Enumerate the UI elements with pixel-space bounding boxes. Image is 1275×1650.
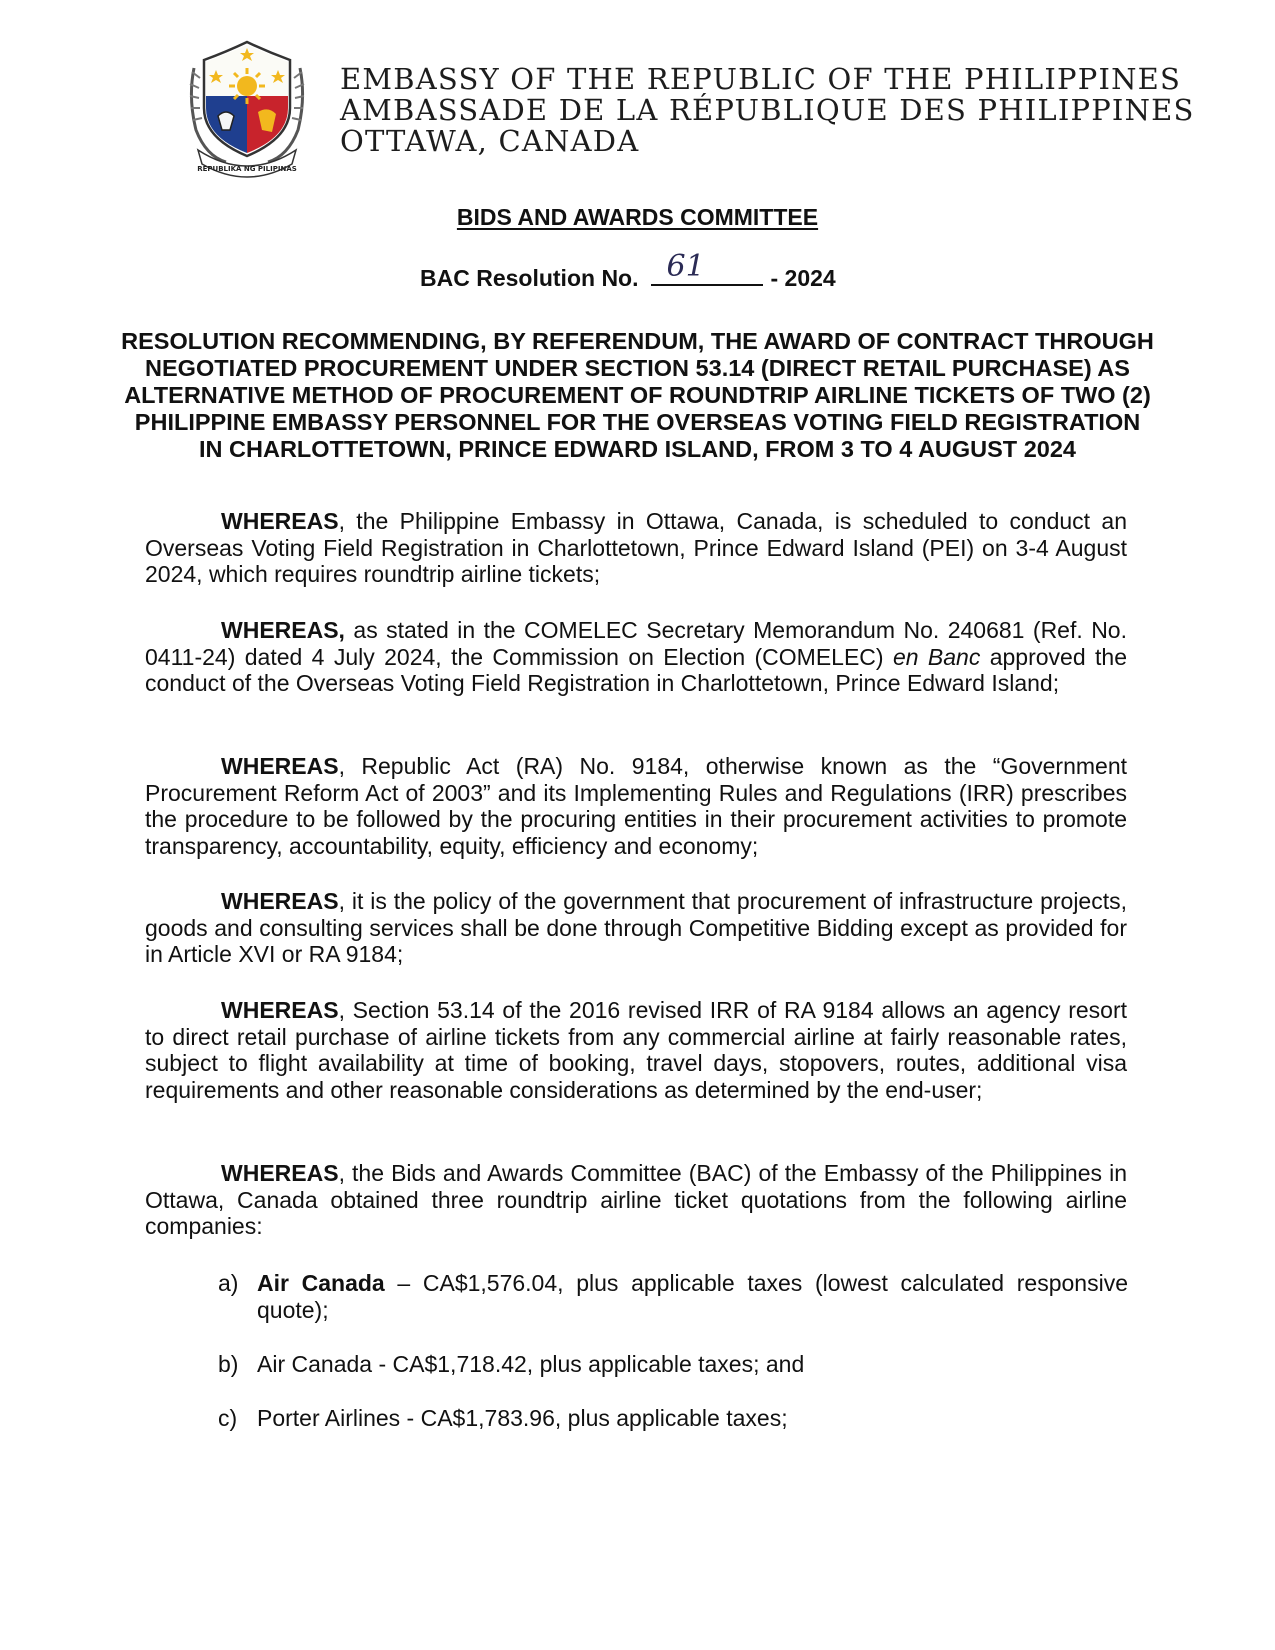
- whereas-paragraph-2: [145, 617, 1127, 697]
- whereas-text: , Republic Act (RA) No. 9184, otherwise known as the “Government Procurement Reform Act of 2003” and its Implementing Rules and Regulations (IRR) prescribes the procedure to be followed by the procuring entities in their procurement activities to promote transparency, accountability, equity, efficiency and economy;: [145, 753, 1127, 859]
- resolution-label: BAC Resolution No.: [420, 265, 639, 291]
- committee-heading: [0, 204, 1275, 231]
- whereas-paragraph-5: [145, 997, 1127, 1103]
- whereas-text-before: as stated in the COMELEC Secretary Memorandum No. 240681 (Ref. No. 0411-24) dated 4 July 2024, the Commission on Election (COMELEC): [145, 617, 1127, 670]
- quote-detail: - CA$1,718.42, plus applicable taxes; and: [372, 1351, 805, 1377]
- whereas-lead: WHEREAS,: [221, 617, 345, 643]
- quote-item-a: [218, 1270, 1128, 1323]
- quote-detail: – CA$1,576.04, plus applicable taxes (lowest calculated responsive quote);: [257, 1270, 1128, 1323]
- resolution-title: RESOLUTION RECOMMENDING, BY REFERENDUM, THE AWARD OF CONTRACT THROUGH NEGOTIATED PROCUREMENT UNDER SECTION 53.14 (DIRECT RETAIL PURCHASE) AS ALTERNATIVE METHOD OF PROCUREMENT OF ROUNDTRIP AIRLINE TICKETS OF TWO (2) PHILIPPINE EMBASSY PERSONNEL FOR THE OVERSEAS VOTING FIELD REGISTRATION IN CHARLOTTETOWN, PRINCE EDWARD ISLAND, FROM 3 TO 4 AUGUST 2024: [121, 328, 1154, 462]
- whereas-text: , the Bids and Awards Committee (BAC) of the Embassy of the Philippines in Ottawa, Canada obtained three roundtrip airline ticket quotations from the following airline companies:: [145, 1160, 1127, 1239]
- whereas-text: , Section 53.14 of the 2016 revised IRR of RA 9184 allows an agency resort to direct retail purchase of airline tickets from any commercial airline at fairly reasonable rates, subject to flight availability at time of booking, travel days, stopovers, routes, additional visa requirements and other reasonable considerations as determined by the end-user;: [145, 997, 1127, 1103]
- whereas-lead: WHEREAS: [221, 997, 339, 1023]
- resolution-number-line: [420, 249, 836, 292]
- quote-item-b: [218, 1351, 1128, 1378]
- whereas-italic-term: en Banc: [892, 643, 981, 670]
- whereas-paragraph-6: [145, 1160, 1127, 1240]
- embassy-name-english: EMBASSY OF THE REPUBLIC OF THE PHILIPPINES: [340, 62, 1182, 96]
- whereas-text: , the Philippine Embassy in Ottawa, Canada, is scheduled to conduct an Overseas Voting Field Registration in Charlottetown, Prince Edward Island (PEI) on 3-4 August 2024, which requires roundtrip airline tickets;: [145, 508, 1127, 587]
- whereas-lead: WHEREAS: [221, 1160, 339, 1186]
- embassy-letterhead: [340, 64, 1195, 157]
- whereas-paragraph-4: [145, 888, 1127, 968]
- resolution-year: - 2024: [770, 265, 836, 291]
- handwritten-resolution-number: 61: [666, 249, 705, 284]
- seal-banner-text: REPUBLIKA NG PILIPINAS: [197, 165, 297, 173]
- whereas-lead: WHEREAS: [221, 753, 339, 779]
- whereas-lead: WHEREAS: [221, 888, 339, 914]
- resolution-number-blank: [651, 249, 763, 286]
- whereas-text: , it is the policy of the government that procurement of infrastructure projects, goods and consulting services shall be done through Competitive Bidding except as provided for in Article XVI or RA 9184;: [145, 888, 1127, 967]
- whereas-paragraph-3: [145, 753, 1127, 859]
- whereas-paragraph-1: [145, 508, 1127, 588]
- whereas-lead: WHEREAS: [221, 508, 339, 534]
- philippine-coat-of-arms-seal: [186, 38, 308, 178]
- quote-label: b): [218, 1351, 239, 1377]
- quote-airline: Porter Airlines: [257, 1405, 401, 1431]
- quote-item-c: [218, 1405, 1128, 1432]
- embassy-name-french: AMBASSADE DE LA RÉPUBLIQUE DES PHILIPPINES: [340, 93, 1195, 127]
- quote-detail: - CA$1,783.96, plus applicable taxes;: [400, 1405, 788, 1431]
- quote-label: a): [218, 1270, 239, 1296]
- quote-airline: Air Canada: [257, 1351, 373, 1377]
- committee-heading-text: BIDS AND AWARDS COMMITTEE: [456, 204, 819, 230]
- quote-label: c): [218, 1405, 238, 1431]
- embassy-city: OTTAWA, CANADA: [340, 124, 640, 158]
- quote-airline: Air Canada: [257, 1270, 385, 1296]
- whereas-text-after: approved the conduct of the Overseas Voting Field Registration in Charlottetown, Prince Edward Island;: [145, 643, 1127, 696]
